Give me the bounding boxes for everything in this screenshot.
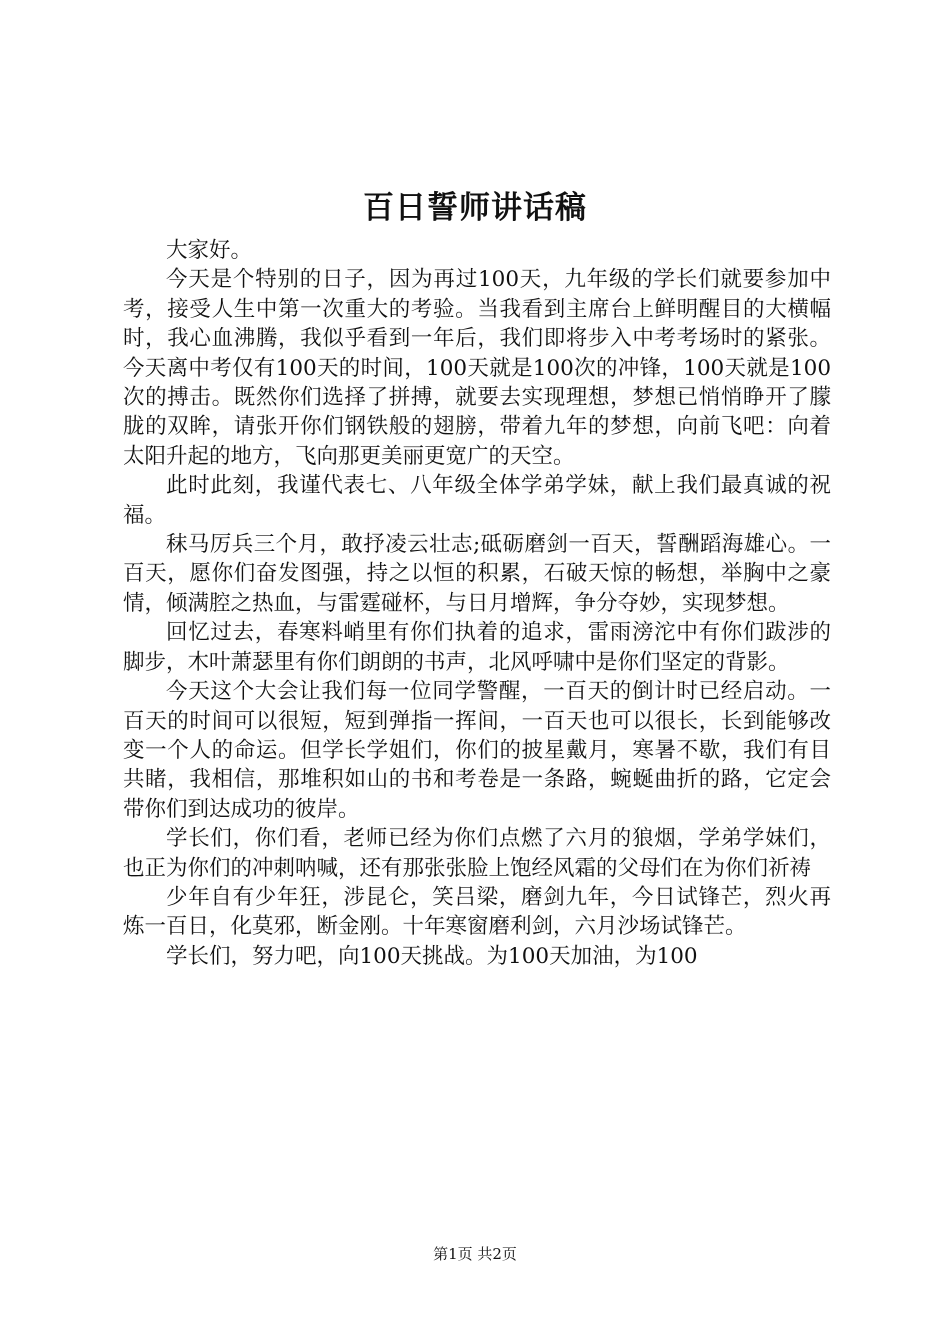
paragraph: 大家好。 xyxy=(166,238,253,263)
document-body xyxy=(123,236,831,971)
paragraph: 秣马厉兵三个月，敢抒凌云壮志;砥砺磨剑一百天，誓酬蹈海雄心。一百天，愿你们奋发图强，持之以恒的积累，石破天惊的畅想，举胸中之豪情，倾满腔之热血，与雷霆碰杯，与日月增辉，争分夺妙，实现梦想。 xyxy=(123,532,831,616)
document-title: 百日誓师讲话稿 xyxy=(363,190,587,226)
paragraph: 学长们，你们看，老师已经为你们点燃了六月的狼烟，学弟学妹们，也正为你们的冲刺呐喊，还有那张张脸上饱经风霜的父母们在为你们祈祷 xyxy=(123,826,831,881)
paragraph: 少年自有少年狂，涉昆仑，笑吕梁，磨剑九年，今日试锋芒，烈火再炼一百日，化莫邪，断金刚。十年寒窗磨利剑，六月沙场试锋芒。 xyxy=(123,884,831,940)
paragraph: 今天是个特别的日子，因为再过100天，九年级的学长们就要参加中考，接受人生中第一次重大的考验。当我看到主席台上鲜明醒目的大横幅时，我心血沸腾，我似乎看到一年后，我们即将步入中考考场时的紧张。今天离中考仅有100天的时间，100天就是100次的冲锋，100天就是100次的搏击。既然你们选择了拼搏，就要去实现理想，梦想已悄悄睁开了朦胧的双眸，请张开你们钢铁般的翅膀，带着九年的梦想，向前飞吧：向着太阳升起的地方，飞向那更美丽更宽广的天空。 xyxy=(123,267,831,469)
paragraph: 回忆过去，春寒料峭里有你们执着的追求，雷雨滂沱中有你们跋涉的脚步，木叶萧瑟里有你们朗朗的书声，北风呼啸中是你们坚定的背影。 xyxy=(123,620,831,675)
page-indicator: 第1页 共2页 xyxy=(433,1245,517,1263)
paragraph: 今天这个大会让我们每一位同学警醒，一百天的倒计时已经启动。一百天的时间可以很短，短到弹指一挥间，一百天也可以很长，长到能够改变一个人的命运。但学长学姐们，你们的披星戴月，寒暑不歇，我们有目共睹，我相信，那堆积如山的书和考卷是一条路，蜿蜒曲折的路，它定会带你们到达成功的彼岸。 xyxy=(123,679,831,822)
paragraph: 学长们，努力吧，向100天挑战。为100天加油，为100 xyxy=(166,943,698,969)
paragraph: 此时此刻，我谨代表七、八年级全体学弟学妹，献上我们最真诚的祝福。 xyxy=(123,473,831,528)
